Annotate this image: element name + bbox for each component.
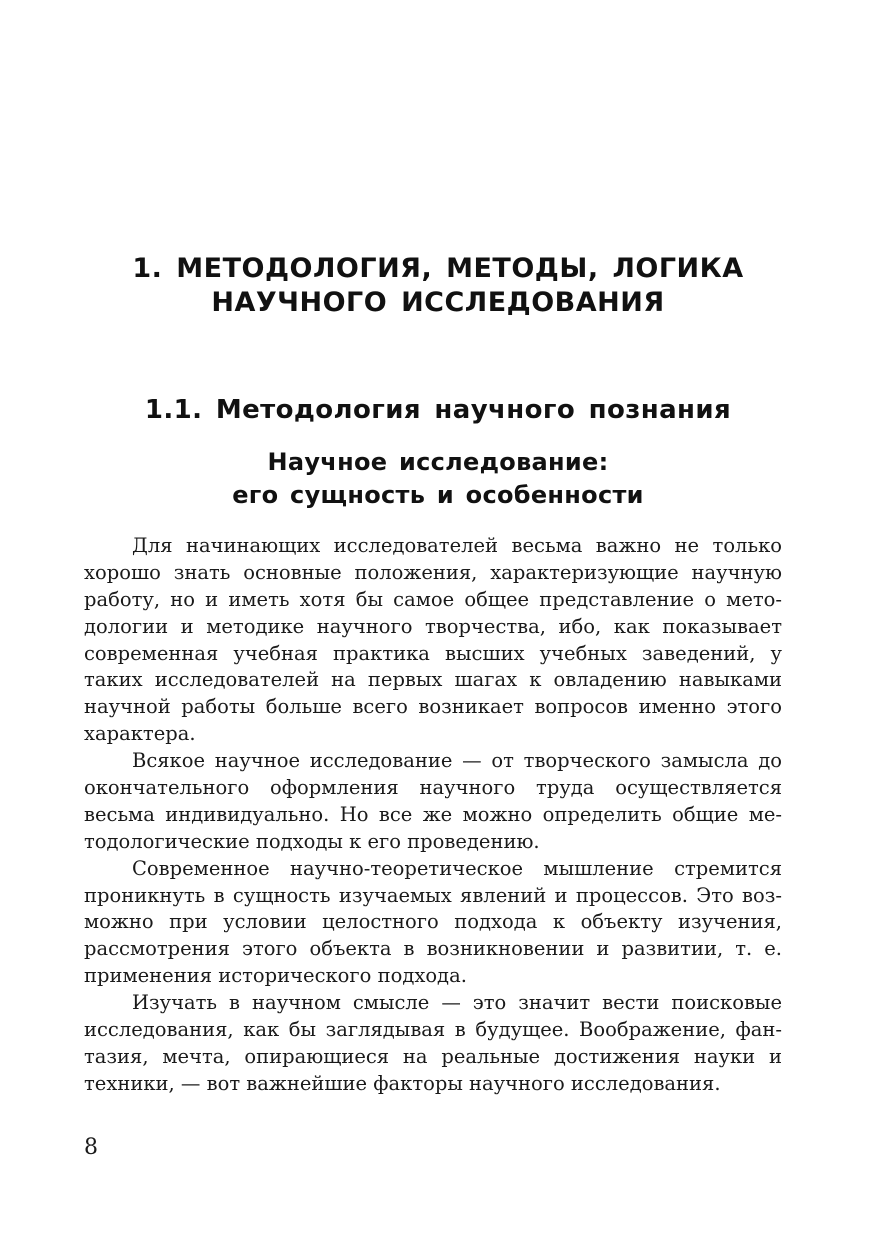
text-line: окончательного оформления научного труда осуществляется xyxy=(84,776,782,800)
chapter-title xyxy=(80,252,796,320)
text-line: проникнуть в сущность изучаемых явлений и процессов. Это воз- xyxy=(84,883,782,907)
text-line: техники, — вот важнейшие факторы научного исследования. xyxy=(84,1071,721,1095)
text-line: таких исследователей на первых шагах к овладению навыками xyxy=(84,668,782,692)
text-line: характера. xyxy=(84,722,196,746)
subsection-title-line-1: Научное исследование: xyxy=(267,448,609,476)
text-line: хорошо знать основные положения, характеризующие научную xyxy=(84,560,782,584)
text-line: дологии и методике научного творчества, ибо, как показывает xyxy=(84,614,782,638)
text-line: работу, но и иметь хотя бы самое общее представление о мето- xyxy=(84,587,782,611)
page-number: 8 xyxy=(84,1135,98,1160)
paragraph-3 xyxy=(84,856,782,990)
paragraph-2 xyxy=(84,748,782,856)
chapter-title-line-2: НАУЧНОГО ИССЛЕДОВАНИЯ xyxy=(211,287,665,318)
text-line: тодологические подходы к его проведению. xyxy=(84,829,540,853)
text-line: тазия, мечта, опирающиеся на реальные достижения науки и xyxy=(84,1044,782,1068)
chapter-title-line-1: 1. МЕТОДОЛОГИЯ, МЕТОДЫ, ЛОГИКА xyxy=(132,253,744,284)
section-title: 1.1. Методология научного познания xyxy=(144,395,732,425)
text-line: Современное научно-теоретическое мышление стремится xyxy=(132,856,782,880)
text-line: весьма индивидуально. Но все же можно определить общие ме- xyxy=(84,802,782,826)
body-text xyxy=(84,533,782,1098)
paragraph-4 xyxy=(84,990,782,1098)
text-line: Изучать в научном смысле — это значит вести поисковые xyxy=(132,991,782,1015)
text-line: можно при условии целостного подхода к объекту изучения, xyxy=(84,910,782,934)
text-line: Всякое научное исследование — от творческого замысла до xyxy=(132,749,782,773)
subsection-title xyxy=(80,446,796,512)
text-line: Для начинающих исследователей весьма важно не только xyxy=(132,534,782,557)
text-line: исследования, как бы заглядывая в будущее. Воображение, фан- xyxy=(84,1018,782,1042)
subsection-title-line-2: его сущность и особенности xyxy=(232,481,644,509)
text-line: применения исторического подхода. xyxy=(84,964,467,988)
text-line: современная учебная практика высших учебных заведений, у xyxy=(84,641,782,665)
paragraph-1 xyxy=(84,533,782,748)
text-line: научной работы больше всего возникает вопросов именно этого xyxy=(84,695,782,719)
text-line: рассмотрения этого объекта в возникновении и развитии, т. е. xyxy=(84,937,782,961)
